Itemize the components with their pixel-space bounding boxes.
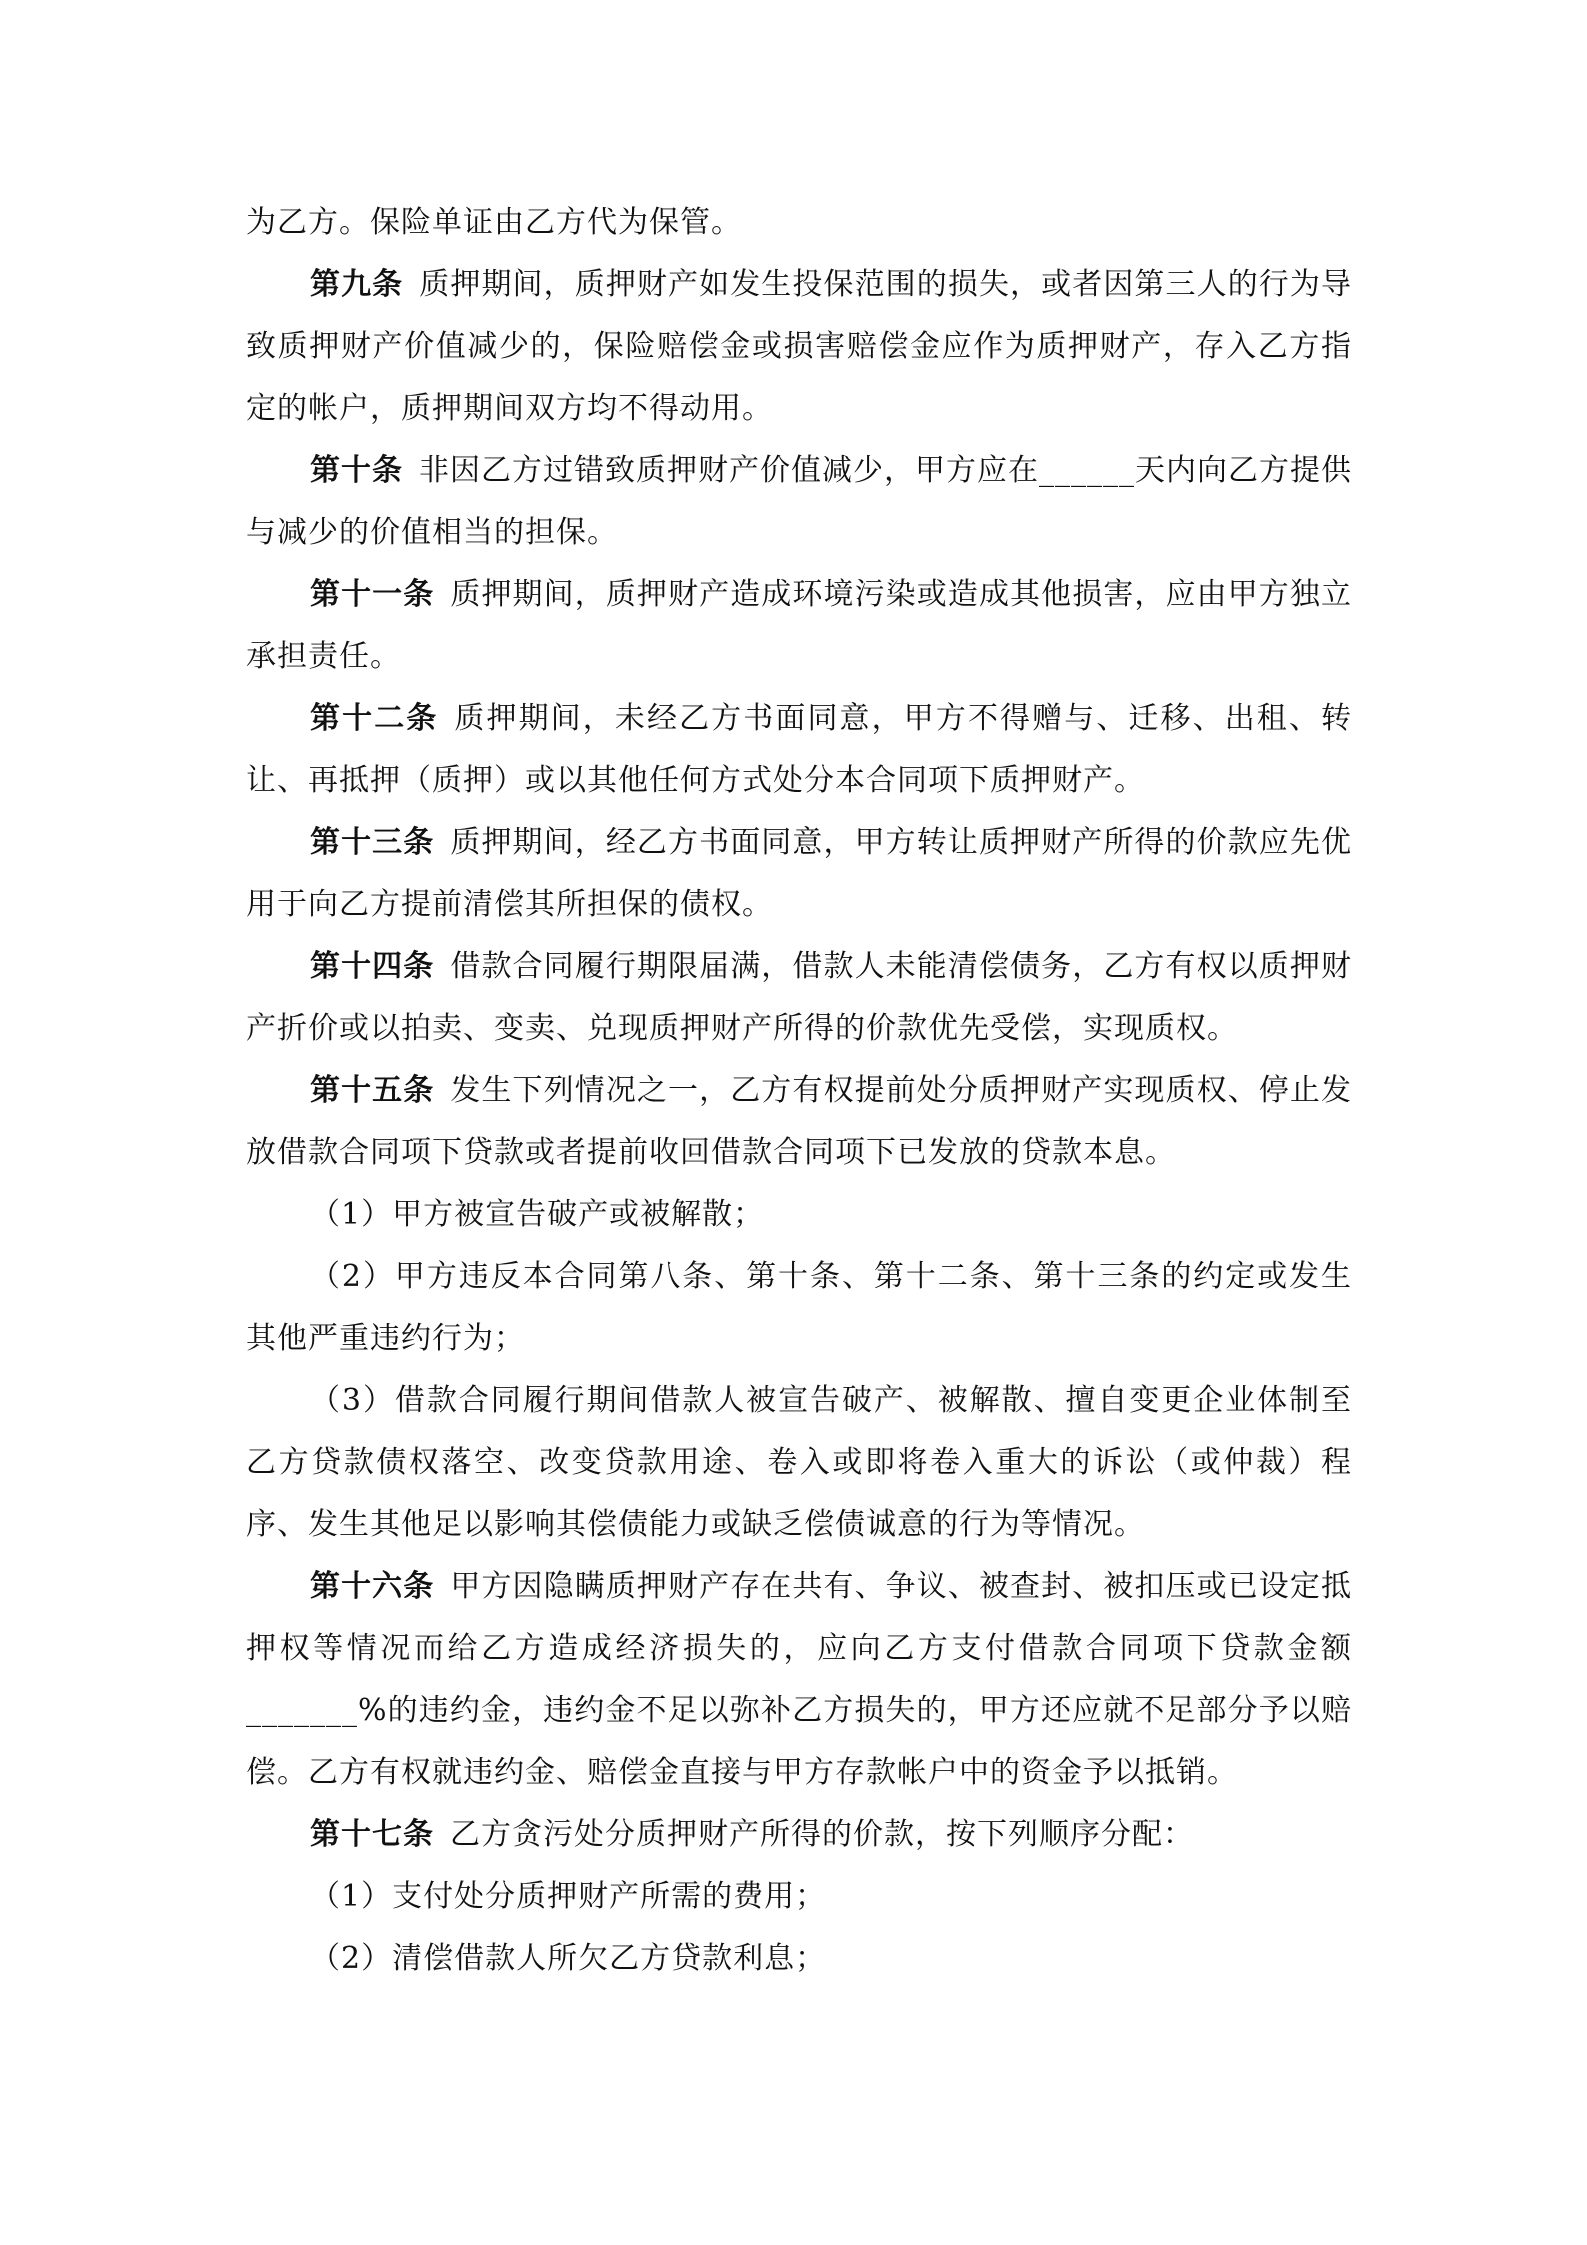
paragraph-text: 质押期间，质押财产造成环境污染或造成其他损害，应由甲方独立承担责任。 xyxy=(246,577,1352,674)
article-12 xyxy=(246,688,1352,812)
paragraph-text: 乙方贪污处分质押财产所得的价款，按下列顺序分配： xyxy=(450,1817,1194,1852)
article-15 xyxy=(246,1060,1352,1184)
paragraph-text: 借款合同履行期限届满，借款人未能清偿债务，乙方有权以质押财产折价或以拍卖、变卖、兑现质押财产所得的价款优先受偿，实现质权。 xyxy=(246,949,1352,1046)
article-10 xyxy=(246,440,1352,564)
list-item xyxy=(246,1370,1352,1556)
list-item xyxy=(246,1184,1352,1246)
article-17 xyxy=(246,1804,1352,1866)
paragraph-text: （1）甲方被宣告破产或被解散； xyxy=(310,1197,765,1232)
article-11 xyxy=(246,564,1352,688)
list-item xyxy=(246,1928,1352,1990)
article-heading: 第十五条 xyxy=(310,1073,435,1108)
article-heading: 第十条 xyxy=(310,453,403,488)
article-heading: 第十二条 xyxy=(310,701,439,736)
article-heading: 第十一条 xyxy=(310,577,435,612)
paragraph-continuation xyxy=(246,192,1352,254)
paragraph-text: 质押期间，经乙方书面同意，甲方转让质押财产所得的价款应先优用于向乙方提前清偿其所担保的债权。 xyxy=(246,825,1352,922)
paragraph-text: 非因乙方过错致质押财产价值减少，甲方应在______天内向乙方提供与减少的价值相当的担保。 xyxy=(246,453,1352,550)
paragraph-text: （2）清偿借款人所欠乙方贷款利息； xyxy=(310,1941,827,1976)
paragraph-text: 质押期间，未经乙方书面同意，甲方不得赠与、迁移、出租、转让、再抵押（质押）或以其他任何方式处分本合同项下质押财产。 xyxy=(246,701,1353,798)
article-14 xyxy=(246,936,1352,1060)
paragraph-text: 发生下列情况之一，乙方有权提前处分质押财产实现质权、停止发放借款合同项下贷款或者提前收回借款合同项下已发放的贷款本息。 xyxy=(246,1073,1352,1170)
list-item xyxy=(246,1246,1352,1370)
list-item xyxy=(246,1866,1352,1928)
article-heading: 第十四条 xyxy=(310,949,435,984)
article-heading: 第十三条 xyxy=(310,825,435,860)
article-heading: 第十七条 xyxy=(310,1817,434,1852)
article-13 xyxy=(246,812,1352,936)
paragraph-text: 为乙方。保险单证由乙方代为保管。 xyxy=(246,205,742,240)
paragraph-text: （2）甲方违反本合同第八条、第十条、第十二条、第十三条的约定或发生其他严重违约行为； xyxy=(246,1259,1352,1356)
article-9 xyxy=(246,254,1352,440)
article-16 xyxy=(246,1556,1352,1804)
article-heading: 第十六条 xyxy=(310,1569,435,1604)
paragraph-text: （1）支付处分质押财产所需的费用； xyxy=(310,1879,827,1914)
article-heading: 第九条 xyxy=(310,267,404,302)
paragraph-text: 甲方因隐瞒质押财产存在共有、争议、被查封、被扣压或已设定抵押权等情况而给乙方造成经济损失的，应向乙方支付借款合同项下贷款金额_______%的违约金，违约金不足以弥补乙方损失的，甲方还应就不足部分予以赔偿。乙方有权就违约金、赔偿金直接与甲方存款帐户中的资金予以抵销。 xyxy=(246,1569,1352,1790)
document-body xyxy=(246,192,1352,1990)
paragraph-text: （3）借款合同履行期间借款人被宣告破产、被解散、擅自变更企业体制至乙方贷款债权落空、改变贷款用途、卷入或即将卷入重大的诉讼（或仲裁）程序、发生其他足以影响其偿债能力或缺乏偿债诚意的行为等情况。 xyxy=(246,1383,1352,1542)
paragraph-text: 质押期间，质押财产如发生投保范围的损失，或者因第三人的行为导致质押财产价值减少的，保险赔偿金或损害赔偿金应作为质押财产，存入乙方指定的帐户，质押期间双方均不得动用。 xyxy=(246,267,1352,426)
